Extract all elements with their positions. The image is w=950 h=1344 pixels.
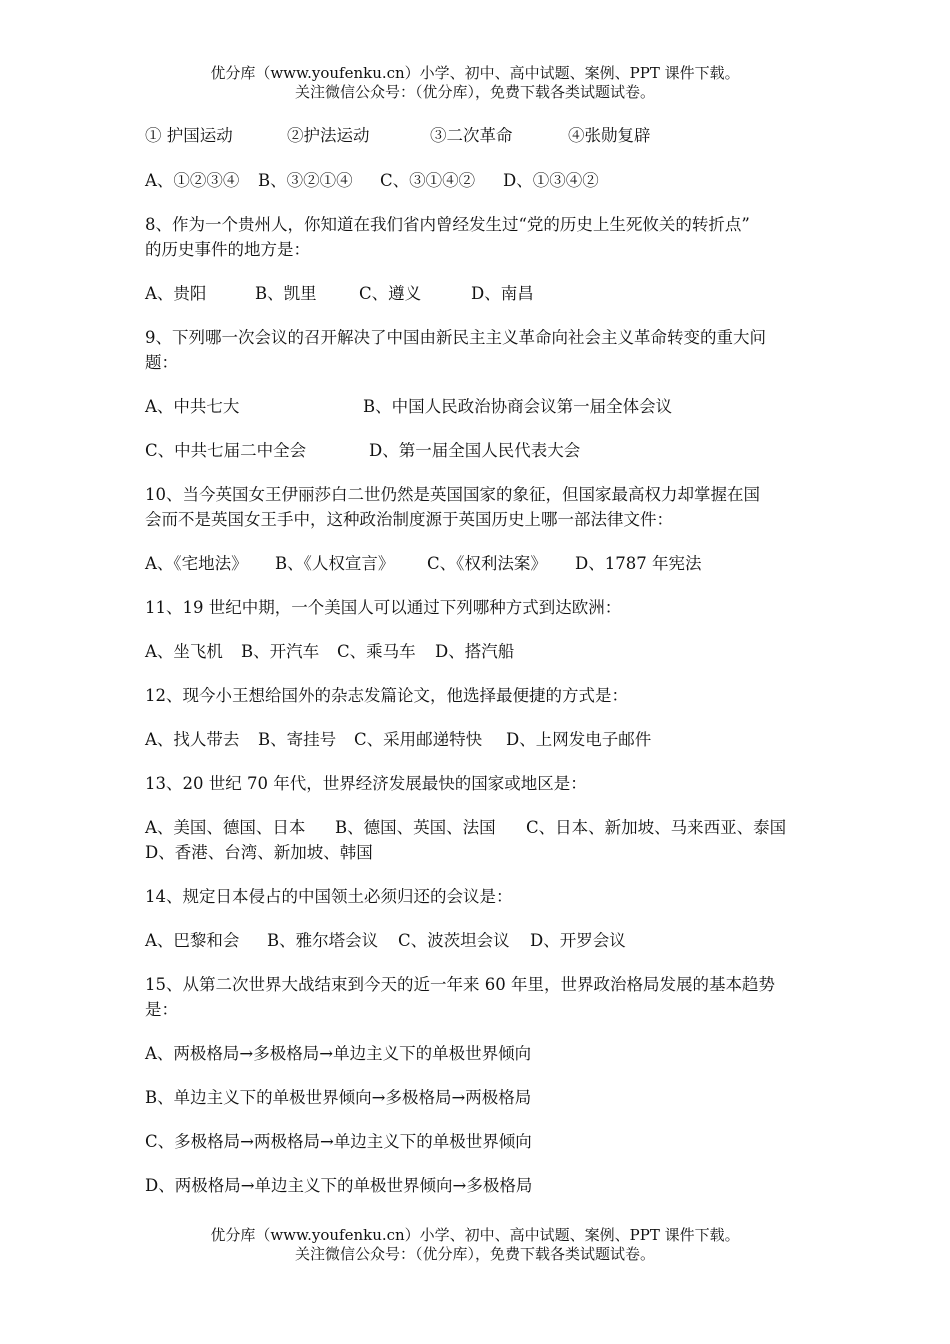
q13-option-b: B、德国、英国、法国	[335, 818, 496, 837]
q15-stem-line-1: 15、从第二次世界大战结束到今天的近一年来 60 年里，世界政治格局发展的基本趋势	[145, 975, 775, 994]
q11-stem: 11、19 世纪中期，一个美国人可以通过下列哪种方式到达欧洲：	[145, 598, 622, 617]
q13-options-row-1	[145, 816, 786, 840]
q7-item-1: ① 护国运动	[145, 126, 233, 145]
q10-option-d: D、1787 年宪法	[575, 554, 702, 573]
q10-option-c: C、《权利法案》	[427, 554, 547, 573]
q14-option-a: A、巴黎和会	[145, 931, 240, 950]
q13-option-a: A、美国、德国、日本	[145, 818, 306, 837]
q7-option-b: B、③②①④	[258, 171, 353, 190]
q10-option-b: B、《人权宣言》	[275, 554, 395, 573]
q8-options	[145, 282, 534, 306]
q14-stem: 14、规定日本侵占的中国领土必须归还的会议是：	[145, 887, 513, 906]
q8-stem-line-1: 8、作为一个贵州人，你知道在我们省内曾经发生过“党的历史上生死攸关的转折点”	[145, 215, 750, 234]
q9-stem-line-2: 题：	[145, 353, 178, 372]
q10-stem-line-1: 10、当今英国女王伊丽莎白二世仍然是英国国家的象征，但国家最高权力却掌握在国	[145, 485, 760, 504]
footer-line-1: 优分库（www.youfenku.cn）小学、初中、高中试题、案例、PPT 课件下载。	[210, 1226, 740, 1244]
q11-option-c: C、乘马车	[337, 642, 416, 661]
q12-option-c: C、采用邮递特快	[354, 730, 483, 749]
q8-option-d: D、南昌	[471, 284, 534, 303]
header-line-2: 关注微信公众号：（优分库），免费下载各类试题试卷。	[294, 83, 655, 101]
page-header	[0, 64, 950, 102]
q7-option-d: D、①③④②	[503, 171, 599, 190]
q13-option-d: D、香港、台湾、新加坡、韩国	[145, 843, 373, 862]
q9-option-c: C、中共七届二中全会	[145, 441, 307, 460]
q15-stem-line-2: 是：	[145, 1000, 178, 1019]
q11-option-a: A、坐飞机	[145, 642, 223, 661]
q7-option-a: A、①②③④	[145, 171, 240, 190]
footer-line-2: 关注微信公众号：（优分库），免费下载各类试题试卷。	[294, 1245, 655, 1263]
q9-stem-line-1: 9、下列哪一次会议的召开解决了中国由新民主主义革命向社会主义革命转变的重大问	[145, 328, 766, 347]
q7-item-3: ③二次革命	[430, 126, 513, 145]
q9-options-row-2	[145, 439, 580, 463]
page-footer	[0, 1226, 950, 1264]
q12-stem: 12、现今小王想给国外的杂志发篇论文，他选择最便捷的方式是：	[145, 686, 628, 705]
q9-option-d: D、第一届全国人民代表大会	[369, 441, 581, 460]
q12-option-d: D、上网发电子邮件	[506, 730, 652, 749]
q15-option-d: D、两极格局→单边主义下的单极世界倾向→多极格局	[145, 1176, 533, 1195]
q14-options	[145, 929, 626, 953]
q8-option-a: A、贵阳	[145, 284, 207, 303]
q7-item-4: ④张勋复辟	[568, 126, 651, 145]
q11-option-d: D、搭汽船	[435, 642, 515, 661]
q7-option-c: C、③①④②	[380, 171, 476, 190]
q8-option-b: B、凯里	[255, 284, 317, 303]
q14-option-c: C、波茨坦会议	[398, 931, 510, 950]
q10-option-a: A、《宅地法》	[145, 554, 248, 573]
q12-option-a: A、找人带去	[145, 730, 240, 749]
q7-options	[145, 169, 599, 193]
q8-option-c: C、遵义	[359, 284, 422, 303]
header-line-1: 优分库（www.youfenku.cn）小学、初中、高中试题、案例、PPT 课件下载。	[210, 64, 740, 82]
q13-option-c: C、日本、新加坡、马来西亚、泰国	[526, 818, 787, 837]
q9-option-b: B、中国人民政治协商会议第一届全体会议	[363, 397, 673, 416]
q11-options	[145, 640, 514, 664]
q7-item-2: ②护法运动	[287, 126, 370, 145]
q15-option-b: B、单边主义下的单极世界倾向→多极格局→两极格局	[145, 1088, 532, 1107]
q11-option-b: B、开汽车	[241, 642, 320, 661]
q15-option-c: C、多极格局→两极格局→单边主义下的单极世界倾向	[145, 1132, 532, 1151]
q9-options-row-1	[145, 395, 672, 419]
q9-option-a: A、中共七大	[145, 397, 240, 416]
q14-option-d: D、开罗会议	[530, 931, 626, 950]
q8-stem-line-2: 的历史事件的地方是：	[145, 240, 310, 259]
q12-options	[145, 728, 651, 752]
q10-stem-line-2: 会而不是英国女王手中，这种政治制度源于英国历史上哪一部法律文件：	[145, 510, 673, 529]
q14-option-b: B、雅尔塔会议	[267, 931, 379, 950]
q15-option-a: A、两极格局→多极格局→单边主义下的单极世界倾向	[145, 1044, 532, 1063]
q12-option-b: B、寄挂号	[258, 730, 337, 749]
q10-options	[145, 552, 701, 576]
q13-stem: 13、20 世纪 70 年代，世界经济发展最快的国家或地区是：	[145, 774, 587, 793]
q7-items	[145, 124, 651, 148]
